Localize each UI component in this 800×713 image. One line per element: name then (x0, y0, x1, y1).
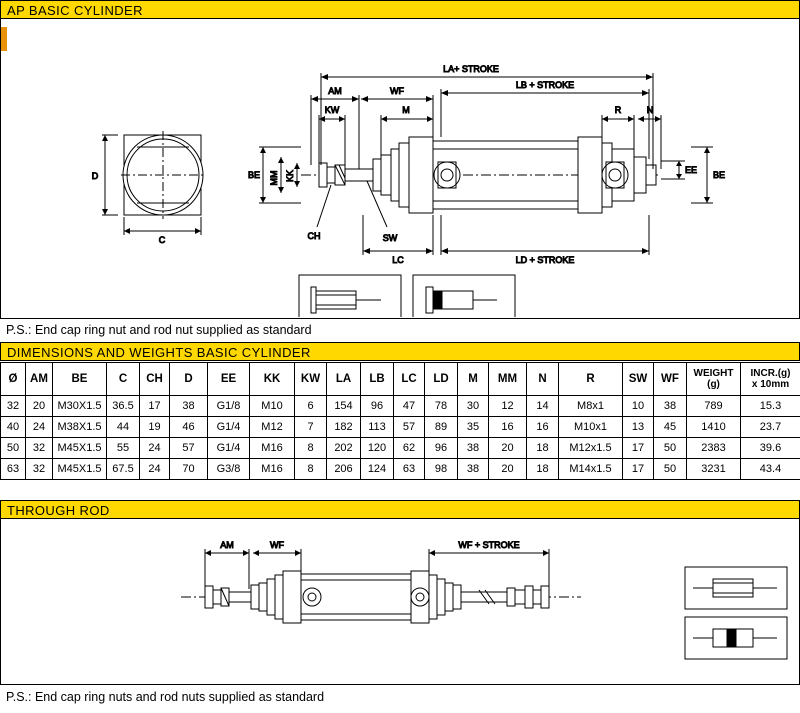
table-row (1, 438, 800, 459)
cell-sw: 13 (623, 417, 654, 438)
dimensions-table (0, 362, 800, 480)
cell-lc: 62 (394, 438, 425, 459)
label-BE-right: BE (712, 170, 726, 180)
col-header-increment-line2: x 10mm (751, 379, 790, 390)
table-row (1, 396, 800, 417)
cell-c: 36.5 (107, 396, 140, 417)
col-header-diameter: Ø (1, 363, 26, 396)
col-header-ee: EE (208, 363, 250, 396)
label-AM: AM (328, 86, 342, 96)
cell-ch: 17 (140, 396, 170, 417)
label-WF-through: WF (270, 540, 284, 550)
cell-be: M30X1.5 (53, 396, 107, 417)
section-header-dimensions (0, 342, 800, 361)
section-header-basic-cylinder (0, 0, 800, 19)
cell-kw: 8 (295, 438, 327, 459)
cell-la: 182 (327, 417, 361, 438)
note-basic-text: P.S.: End cap ring nut and rod nut supplied as standard (6, 323, 312, 337)
col-header-increment-line1: INCR.(g) (750, 368, 791, 379)
label-LB-stroke: LB + STROKE (515, 80, 575, 90)
col-header-sw: SW (623, 363, 654, 396)
col-header-lb: LB (361, 363, 394, 396)
cell-n: 18 (527, 459, 559, 480)
cell-m: 35 (458, 417, 489, 438)
through-rod-svg (1, 519, 799, 683)
cell-lb: 120 (361, 438, 394, 459)
col-header-am: AM (26, 363, 53, 396)
cell-sw: 17 (623, 459, 654, 480)
table-header-row (1, 363, 800, 396)
label-WF: WF (390, 86, 404, 96)
col-header-weight-line2: (g) (707, 379, 720, 390)
cell-kk: M10 (250, 396, 295, 417)
cell-increment: 39.6 (741, 438, 800, 459)
cell-m: 38 (458, 438, 489, 459)
cell-r: M8x1 (559, 396, 623, 417)
basic-cylinder-svg (1, 19, 799, 317)
cell-r: M12x1.5 (559, 438, 623, 459)
cell-kw: 6 (295, 396, 327, 417)
basic-cylinder-drawing (0, 19, 800, 319)
cell-wf: 50 (654, 459, 687, 480)
cell-lb: 124 (361, 459, 394, 480)
cell-lb: 113 (361, 417, 394, 438)
cell-d: 46 (170, 417, 208, 438)
through-rod-drawing (0, 519, 800, 685)
cell-la: 154 (327, 396, 361, 417)
cell-am: 32 (26, 438, 53, 459)
label-KK: KK (285, 169, 295, 183)
cell-ch: 19 (140, 417, 170, 438)
col-header-la: LA (327, 363, 361, 396)
section-title-dimensions: DIMENSIONS AND WEIGHTS BASIC CYLINDER (7, 345, 311, 360)
cell-increment: 15.3 (741, 396, 800, 417)
table-row (1, 459, 800, 480)
cell-lc: 57 (394, 417, 425, 438)
cell-increment: 43.4 (741, 459, 800, 480)
cell-n: 16 (527, 417, 559, 438)
col-header-kw: KW (295, 363, 327, 396)
label-KW: KW (324, 105, 340, 115)
col-header-weight (687, 363, 741, 396)
cell-n: 18 (527, 438, 559, 459)
col-header-d: D (170, 363, 208, 396)
cell-weight: 2383 (687, 438, 741, 459)
table-body (1, 396, 800, 480)
cell-sw: 10 (623, 396, 654, 417)
cell-m: 38 (458, 459, 489, 480)
col-header-ld: LD (425, 363, 458, 396)
cell-ch: 24 (140, 438, 170, 459)
section-title-basic-cylinder: AP BASIC CYLINDER (7, 3, 143, 18)
cell-ch: 24 (140, 459, 170, 480)
cell-d: 70 (170, 459, 208, 480)
cell-ee: G3/8 (208, 459, 250, 480)
label-EE: EE (684, 165, 698, 175)
col-header-lc: LC (394, 363, 425, 396)
label-LC: LC (392, 255, 404, 265)
col-header-be: BE (53, 363, 107, 396)
cell-ld: 89 (425, 417, 458, 438)
cell-diameter: 32 (1, 396, 26, 417)
section-title-through-rod: THROUGH ROD (7, 503, 110, 518)
label-AM-through: AM (220, 540, 234, 550)
cell-ld: 98 (425, 459, 458, 480)
table-row (1, 417, 800, 438)
cell-weight: 1410 (687, 417, 741, 438)
cell-kk: M16 (250, 438, 295, 459)
cell-mm: 12 (489, 396, 527, 417)
cell-r: M14x1.5 (559, 459, 623, 480)
col-header-n: N (527, 363, 559, 396)
cell-am: 32 (26, 459, 53, 480)
label-D: D (91, 171, 99, 181)
cell-be: M38X1.5 (53, 417, 107, 438)
cell-kw: 8 (295, 459, 327, 480)
section-header-through-rod (0, 500, 800, 519)
col-header-r: R (559, 363, 623, 396)
col-header-increment (741, 363, 800, 396)
cell-mm: 20 (489, 438, 527, 459)
cell-wf: 50 (654, 438, 687, 459)
label-LA-stroke: LA+ STROKE (443, 64, 499, 74)
label-SW: SW (382, 233, 398, 243)
cell-sw: 17 (623, 438, 654, 459)
cell-m: 30 (458, 396, 489, 417)
cell-la: 202 (327, 438, 361, 459)
cell-wf: 38 (654, 396, 687, 417)
col-header-mm: MM (489, 363, 527, 396)
cell-be: M45X1.5 (53, 459, 107, 480)
cell-ee: G1/4 (208, 438, 250, 459)
label-M: M (402, 105, 410, 115)
cell-diameter: 63 (1, 459, 26, 480)
note-through-rod-text: P.S.: End cap ring nuts and rod nuts supplied as standard (6, 690, 325, 704)
label-LD-stroke: LD + STROKE (515, 255, 575, 265)
dimensions-table-wrap (0, 362, 800, 480)
cell-lc: 47 (394, 396, 425, 417)
col-header-ch: CH (140, 363, 170, 396)
cell-diameter: 40 (1, 417, 26, 438)
cell-weight: 789 (687, 396, 741, 417)
col-header-weight-line1: WEIGHT (693, 368, 734, 379)
cell-la: 206 (327, 459, 361, 480)
cell-c: 44 (107, 417, 140, 438)
cell-c: 67.5 (107, 459, 140, 480)
cell-increment: 23.7 (741, 417, 800, 438)
cell-mm: 20 (489, 459, 527, 480)
col-header-kk: KK (250, 363, 295, 396)
cell-kk: M12 (250, 417, 295, 438)
cell-ee: G1/8 (208, 396, 250, 417)
cell-be: M45X1.5 (53, 438, 107, 459)
cell-r: M10x1 (559, 417, 623, 438)
cell-wf: 45 (654, 417, 687, 438)
cell-am: 20 (26, 396, 53, 417)
cell-am: 24 (26, 417, 53, 438)
cell-d: 38 (170, 396, 208, 417)
cell-weight: 3231 (687, 459, 741, 480)
label-MM: MM (269, 170, 279, 186)
note-through-rod (0, 687, 800, 707)
cell-d: 57 (170, 438, 208, 459)
cell-lb: 96 (361, 396, 394, 417)
label-C: C (158, 235, 166, 245)
col-header-c: C (107, 363, 140, 396)
label-N: N (646, 105, 654, 115)
cell-kw: 7 (295, 417, 327, 438)
cell-ld: 96 (425, 438, 458, 459)
cell-c: 55 (107, 438, 140, 459)
col-header-wf: WF (654, 363, 687, 396)
cell-lc: 63 (394, 459, 425, 480)
col-header-m: M (458, 363, 489, 396)
label-BE-left: BE (247, 170, 261, 180)
cell-n: 14 (527, 396, 559, 417)
note-basic-cylinder (0, 320, 800, 340)
cell-diameter: 50 (1, 438, 26, 459)
label-WF-stroke: WF + STROKE (458, 540, 520, 550)
label-R: R (614, 105, 622, 115)
cell-ld: 78 (425, 396, 458, 417)
cell-ee: G1/4 (208, 417, 250, 438)
cell-kk: M16 (250, 459, 295, 480)
label-CH: CH (307, 231, 321, 241)
cell-mm: 16 (489, 417, 527, 438)
